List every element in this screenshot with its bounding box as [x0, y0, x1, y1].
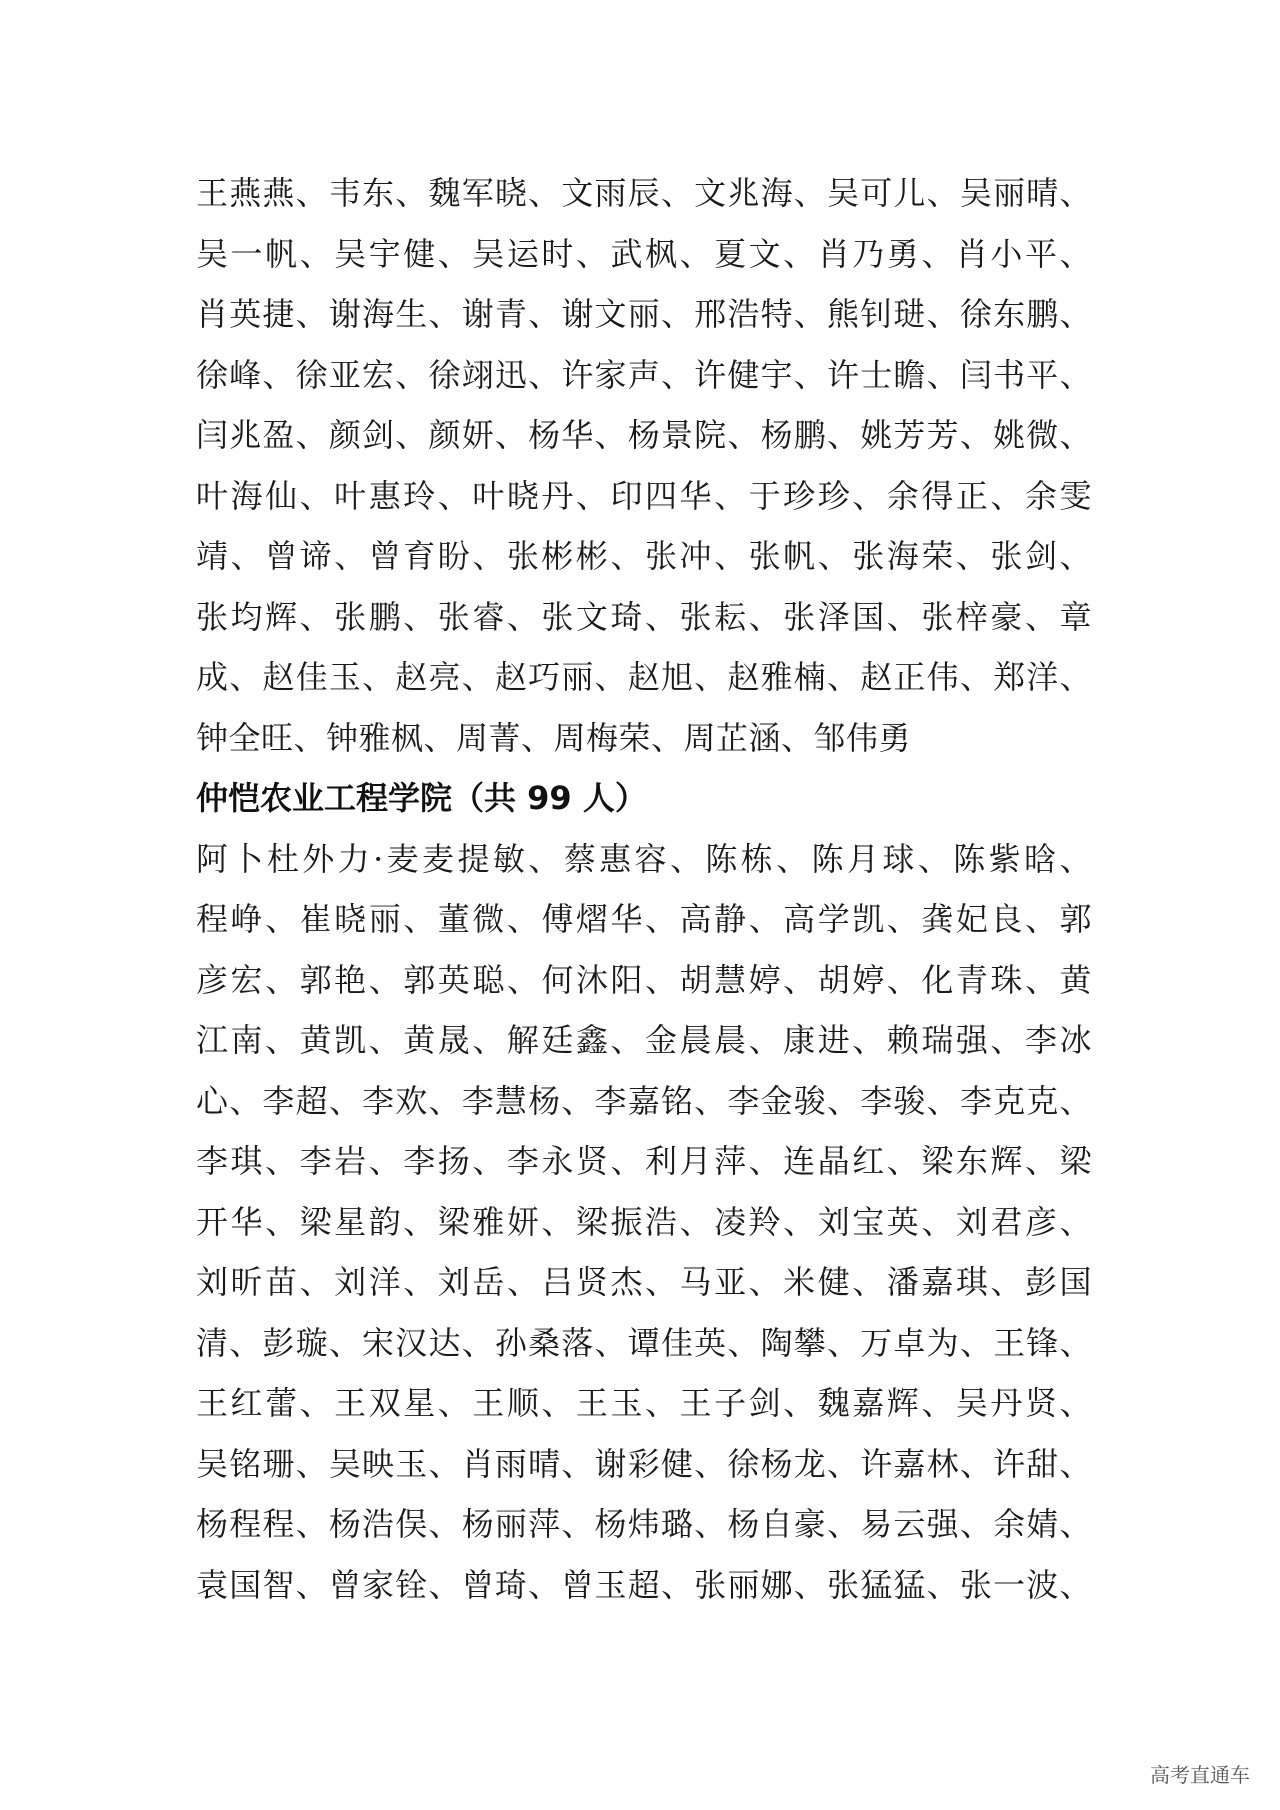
name-line: 吴铭珊、吴映玉、肖雨晴、谢彩健、徐杨龙、许嘉林、许甜、 — [196, 1444, 1092, 1483]
name-line: 成、赵佳玉、赵亮、赵巧丽、赵旭、赵雅楠、赵正伟、郑洋、 — [196, 658, 1092, 696]
name-line: 杨程程、杨浩俣、杨丽萍、杨炜璐、杨自豪、易云强、余婧、 — [196, 1505, 1092, 1543]
name-line: 江南、黄凯、黄晟、解廷鑫、金晨晨、康进、赖瑞强、李冰 — [196, 1021, 1092, 1059]
name-line: 吴一帆、吴宇健、吴运时、武枫、夏文、肖乃勇、肖小平、 — [196, 234, 1092, 273]
document-body — [196, 163, 1092, 1615]
section-heading: 仲恺农业工程学院（共 99 人） — [196, 779, 647, 817]
name-line: 张均辉、张鹏、张睿、张文琦、张耘、张泽国、张梓豪、章 — [196, 597, 1092, 636]
name-line: 闫兆盈、颜剑、颜妍、杨华、杨景院、杨鹏、姚芳芳、姚微、 — [196, 416, 1092, 454]
name-list-section-1 — [196, 163, 1092, 768]
name-line: 刘昕苗、刘洋、刘岳、吕贤杰、马亚、米健、潘嘉琪、彭国 — [196, 1263, 1092, 1301]
name-line: 肖英捷、谢海生、谢青、谢文丽、邢浩特、熊钊琎、徐东鹏、 — [196, 295, 1092, 333]
name-line: 王红蕾、王双星、王顺、王玉、王子剑、魏嘉辉、吴丹贤、 — [196, 1384, 1092, 1422]
name-list-section-2 — [196, 829, 1092, 1616]
name-line: 心、李超、李欢、李慧杨、李嘉铭、李金骏、李骏、李克克、 — [196, 1081, 1092, 1120]
name-line: 清、彭璇、宋汉达、孙桑落、谭佳英、陶攀、万卓为、王锋、 — [196, 1323, 1092, 1362]
name-line: 阿卜杜外力·麦麦提敏、蔡惠容、陈栋、陈月球、陈紫晗、 — [196, 839, 1092, 878]
name-line: 彦宏、郭艳、郭英聪、何沐阳、胡慧婷、胡婷、化青珠、黄 — [196, 960, 1092, 999]
name-line: 程峥、崔晓丽、董微、傅熠华、高静、高学凯、龚妃良、郭 — [196, 900, 1092, 938]
watermark: 高考直通车 — [1150, 1763, 1250, 1787]
name-line: 靖、曾谛、曾育盼、张彬彬、张冲、张帆、张海荣、张剑、 — [196, 537, 1092, 575]
name-line: 李琪、李岩、李扬、李永贤、利月萍、连晶红、梁东辉、梁 — [196, 1142, 1092, 1180]
name-line: 开华、梁星韵、梁雅妍、梁振浩、凌羚、刘宝英、刘君彦、 — [196, 1202, 1092, 1241]
name-line: 袁国智、曾家铨、曾琦、曾玉超、张丽娜、张猛猛、张一波、 — [196, 1565, 1092, 1604]
name-line: 叶海仙、叶惠玲、叶晓丹、印四华、于珍珍、余得正、余雯 — [196, 476, 1092, 515]
name-line: 徐峰、徐亚宏、徐翊迅、许家声、许健宇、许士瞻、闫书平、 — [196, 355, 1092, 394]
name-line: 王燕燕、韦东、魏军晓、文雨辰、文兆海、吴可儿、吴丽晴、 — [196, 174, 1092, 212]
name-line: 钟全旺、钟雅枫、周菁、周梅荣、周芷涵、邹伟勇 — [196, 718, 912, 757]
